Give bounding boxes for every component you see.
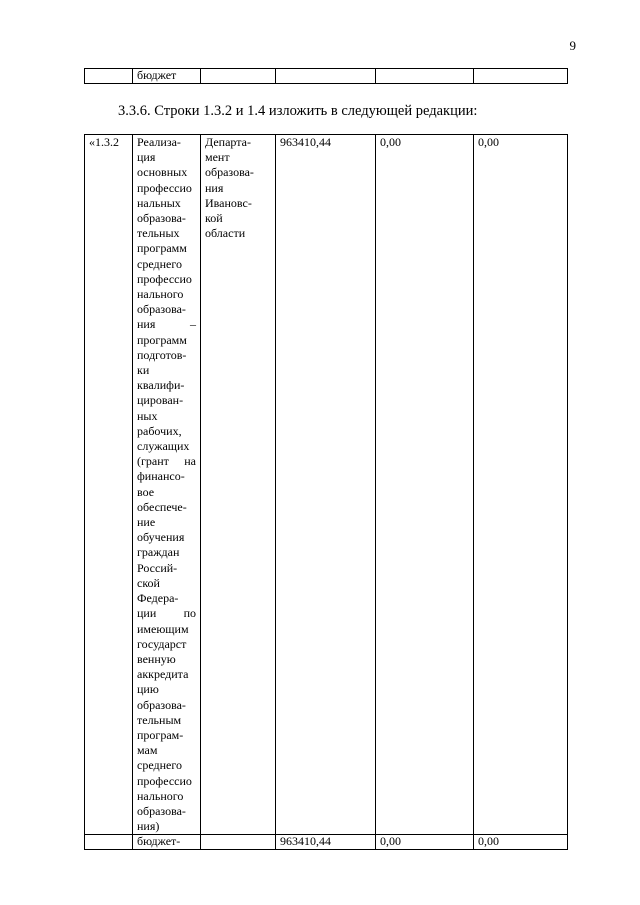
value-cell-1: 963410,44	[276, 135, 376, 835]
budget-label-cell: бюджет-	[133, 835, 201, 850]
value-cell-3: 0,00	[474, 135, 568, 835]
cell-line: Департа-	[205, 135, 251, 149]
cell-line: граждан	[137, 545, 180, 560]
cell-line: основных	[137, 165, 188, 180]
table-row	[85, 135, 568, 835]
cell-line: ской	[137, 575, 160, 590]
cell-line: ции по	[137, 606, 196, 621]
table-row	[85, 69, 568, 84]
table-cell	[85, 835, 133, 850]
cell-line: ние	[137, 515, 156, 530]
cell-line: среднего	[137, 256, 182, 271]
cell-line: ных	[137, 408, 158, 423]
main-table	[84, 134, 568, 850]
cell-line: профессио	[137, 271, 192, 286]
cell-line: венную	[137, 651, 176, 666]
measure-name-text	[137, 135, 196, 834]
table-cell	[201, 69, 276, 84]
cell-line: ция	[137, 150, 156, 165]
cell-line: Федера-	[137, 591, 179, 606]
cell-line: нального	[137, 788, 184, 803]
cell-line: програм-	[137, 727, 184, 742]
table-cell-budget: бюджет	[133, 69, 201, 84]
cell-line: нального	[137, 287, 184, 302]
page-number: 9	[569, 38, 576, 53]
cell-line: (грант на	[137, 454, 196, 469]
cell-line: государст	[137, 636, 187, 651]
cell-line: кой	[205, 211, 223, 226]
cell-line: аккредита	[137, 667, 189, 682]
row-number-cell: «1.3.2	[85, 135, 133, 835]
table-row	[85, 835, 568, 850]
table-cell	[201, 835, 276, 850]
budget-value-cell-2: 0,00	[376, 835, 474, 850]
table-cell	[474, 69, 568, 84]
cell-line: квалифи-	[137, 378, 185, 393]
cell-line: программ	[137, 332, 187, 347]
executor-text	[205, 135, 271, 241]
cell-line: имеющим	[137, 621, 189, 636]
cell-line: обеспече-	[137, 499, 187, 514]
cell-line: мам	[137, 743, 158, 758]
cell-line: Россий-	[137, 560, 178, 575]
cell-line: образова-	[137, 803, 186, 818]
cell-line: среднего	[137, 758, 182, 773]
cell-line: ния	[205, 180, 224, 195]
section-heading: 3.3.6. Строки 1.3.2 и 1.4 изложить в следующей редакции:	[118, 103, 478, 119]
table-cell	[276, 69, 376, 84]
cell-line: профессио	[137, 773, 192, 788]
budget-value-cell-1: 963410,44	[276, 835, 376, 850]
cell-line: рабочих,	[137, 423, 182, 438]
measure-name-cell	[133, 135, 201, 835]
cell-line: профессио	[137, 180, 192, 195]
table-cell	[376, 69, 474, 84]
cell-line: цирован-	[137, 393, 184, 408]
cell-line: обучения	[137, 530, 185, 545]
cell-line: мент	[205, 150, 230, 165]
value-cell-2: 0,00	[376, 135, 474, 835]
cell-line: нальных	[137, 195, 181, 210]
cell-line: финансо-	[137, 469, 185, 484]
top-table-fragment	[84, 68, 568, 84]
cell-line: вое	[137, 484, 155, 499]
cell-line: тельным	[137, 712, 182, 727]
cell-line: служащих	[137, 439, 190, 454]
cell-line: ния –	[137, 317, 196, 332]
cell-line: Реализа-	[137, 135, 181, 149]
cell-line: ки	[137, 363, 150, 378]
budget-value-cell-3: 0,00	[474, 835, 568, 850]
cell-line: образова-	[137, 697, 186, 712]
cell-line: программ	[137, 241, 187, 256]
cell-line: образова-	[205, 165, 254, 180]
cell-line: цию	[137, 682, 159, 697]
cell-line: тельных	[137, 226, 180, 241]
cell-line: области	[205, 226, 246, 241]
cell-line: ния)	[137, 819, 160, 834]
cell-line: подготов-	[137, 347, 187, 362]
cell-line: образова-	[137, 302, 186, 317]
table-cell	[85, 69, 133, 84]
executor-cell	[201, 135, 276, 835]
cell-line: образова-	[137, 211, 186, 226]
cell-line: Ивановс-	[205, 195, 252, 210]
